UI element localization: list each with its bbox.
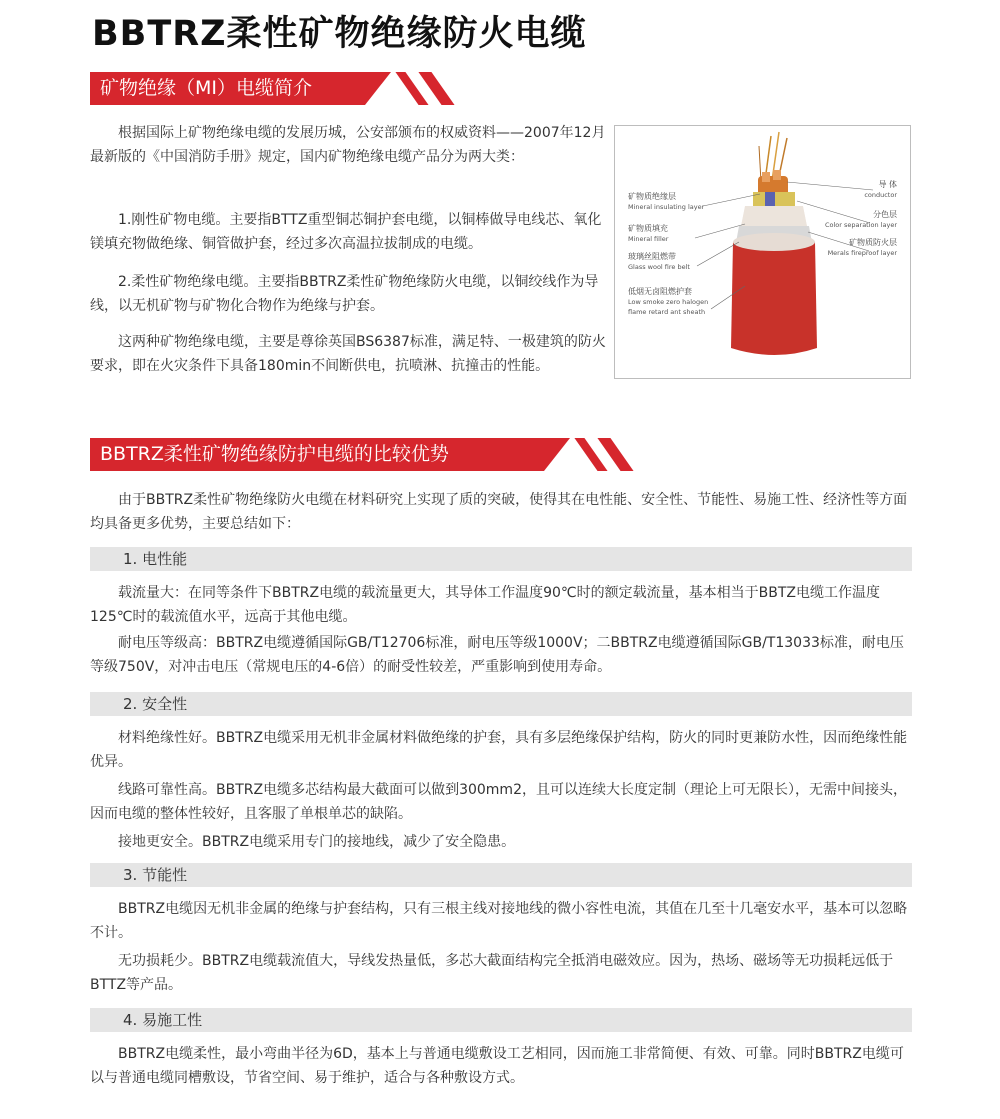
label-color-separation-layer: 分色层 Color separation layer [824,210,897,229]
intro-paragraph-1: 根据国际上矿物绝缘电缆的发展历城，公安部颁布的权威资料——2007年12月最新版的《中国消防手册》规定，国内矿物绝缘电缆产品分为两大类： [90,125,606,165]
label-lszh-sheath: 低烟无卤阻燃护套 Low smoke zero halogen flame retard ant sheath [628,287,709,316]
section-header-advantages-label: BBTRZ柔性矿物绝缘防护电缆的比较优势 [90,438,544,471]
advantages-intro: 由于BBTRZ柔性矿物绝缘防火电缆在材料研究上实现了质的突破，使得其在电性能、安全性、节能性、易施工性、经济性等方面均具备更多优势，主要总结如下： [90,492,908,532]
section-header-advantages [90,438,650,471]
section-header-intro-label: 矿物绝缘（MI）电缆简介 [90,72,365,105]
subsection-title-electrical: 1. 电性能 [90,547,912,571]
label-mineral-fireproof-layer: 矿物质防火层 Merals fireproof layer [827,238,897,257]
page-title: BBTRZ柔性矿物绝缘防火电缆 [92,14,587,54]
label-glass-wool-fire-belt: 玻璃丝阻燃带 Glass wool fire belt [628,252,690,271]
electrical-paragraph-1: 载流量大：在同等条件下BBTRZ电缆的载流量更大，其导体工作温度90℃时的额定载流量，基本相当于BBTZ电缆工作温度125℃时的载流值水平，远高于其他电缆。 [90,585,880,625]
installation-paragraph-1: BBTRZ电缆柔性，最小弯曲半径为6D，基本上与普通电缆敷设工艺相同，因而施工非常简便、有效、可靠。同时BBTRZ电缆可以与普通电缆同槽敷设，节省空间、易于维护，适合与各种敷设方式。 [90,1046,904,1086]
intro-paragraph-3: 2.柔性矿物绝缘电缆。主要指BBTRZ柔性矿物绝缘防火电缆，以铜绞线作为导线，以无机矿物与矿物化合物作为绝缘与护套。 [90,274,599,314]
intro-paragraph-2: 1.刚性矿物电缆。主要指BTTZ重型铜芯铜护套电缆，以铜棒做导电线芯、氧化镁填充物做绝缘、铜管做护套，经过多次高温拉拔制成的电缆。 [90,212,602,252]
safety-paragraph-3: 接地更安全。BBTRZ电缆采用专门的接地线，减少了安全隐患。 [118,834,516,850]
subsection-title-installation: 4. 易施工性 [90,1008,912,1032]
cable-structure-figure [614,125,911,379]
electrical-paragraph-2: 耐电压等级高：BBTRZ电缆遵循国际GB/T12706标准，耐电压等级1000V；二BBTRZ电缆遵循国际GB/T13033标准，耐电压等级750V，对冲击电压（常规电压的4-6倍）的耐受性较差，严重影响到使用寿命。 [90,635,904,675]
label-mineral-filler: 矿物质填充 Mineral filler [628,224,669,243]
label-mineral-insulating-layer: 矿物质绝缘层 Mineral insulating layer [628,192,705,211]
safety-paragraph-1: 材料绝缘性好。BBTRZ电缆采用无机非金属材料做绝缘的护套，具有多层绝缘保护结构，防火的同时更兼防水性，因而绝缘性能优异。 [90,730,908,770]
energy-paragraph-1: BBTRZ电缆因无机非金属的绝缘与护套结构，只有三根主线对接地线的微小容性电流，其值在几至十几毫安水平，基本可以忽略不计。 [90,901,908,941]
safety-paragraph-2: 线路可靠性高。BBTRZ电缆多芯结构最大截面可以做到300mm2，且可以连续大长度定制（理论上可无限长），无需中间接头，因而电缆的整体性较好，且客服了单根单芯的缺陷。 [90,782,907,822]
label-conductor: 导 体 conductor [864,180,897,199]
intro-paragraph-4: 这两种矿物绝缘电缆，主要是尊徐英国BS6387标准，满足特、一极建筑的防火要求，即在火灾条件下具备180min不间断供电，抗喷淋、抗撞击的性能。 [90,334,606,374]
section-header-intro [90,72,650,105]
energy-paragraph-2: 无功损耗少。BBTRZ电缆载流值大，导线发热量低，多芯大截面结构完全抵消电磁效应。因为，热场、磁场等无功损耗远低于BTTZ等产品。 [90,953,894,993]
subsection-title-safety: 2. 安全性 [90,692,912,716]
subsection-title-energy: 3. 节能性 [90,863,912,887]
